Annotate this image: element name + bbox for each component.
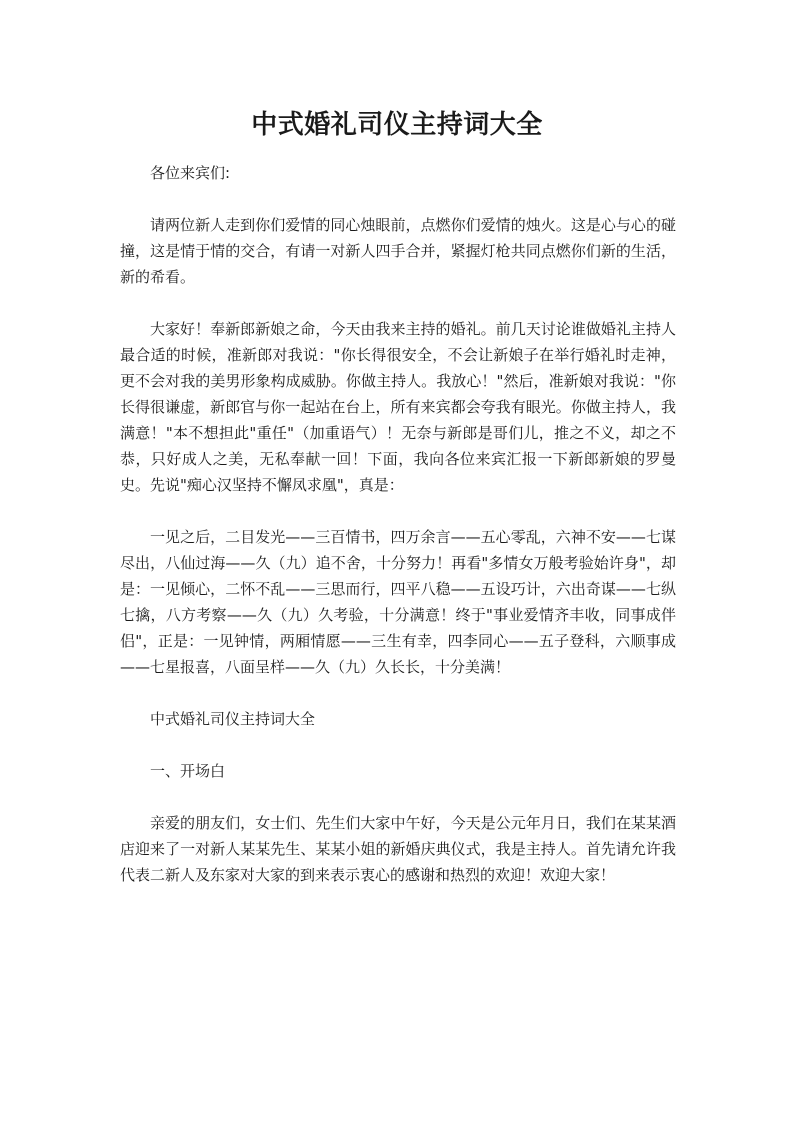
greeting-paragraph: 各位来宾们: [150, 164, 231, 182]
body-paragraph: 亲爱的朋友们，女士们、先生们大家中午好，今天是公元年月日，我们在某某酒店迎来了一对新人某某先生、某某小姐的新婚庆典仪式，我是主持人。首先请允许我代表二新人及东家对大家的到来表示衷心的感谢和热烈的欢迎！欢迎大家！ [120, 814, 676, 884]
body-paragraph: 大家好！奉新郎新娘之命，今天由我来主持的婚礼。前几天讨论谁做婚礼主持人最合适的时候，准新郎对我说："你长得很安全，不会让新娘子在举行婚礼时走神，更不会对我的美男形象构成威胁。你做主持人。我放心！"然后，准新娘对我说："你长得很谦虚，新郎官与你一起站在台上，所有来宾都会夸我有眼光。你做主持人，我满意！"本不想担此"重任"（加重语气）！无奈与新郎是哥们儿，推之不义，却之不恭，只好成人之美，无私奉献一回！下面，我向各位来宾汇报一下新郎新娘的罗曼史。先说"痴心汉坚持不懈凤求凰"，真是： [120, 320, 676, 494]
section-heading: 中式婚礼司仪主持词大全 [150, 710, 316, 728]
subsection-heading: 一、开场白 [150, 762, 226, 780]
body-paragraph: 一见之后，二目发光——三百情书，四万余言——五心零乱，六神不安——七谋尽出，八仙过海——久（九）追不舍，十分努力！再看"多情女万般考验始许身"，却是：一见倾心，二怀不乱——三思而行，四平八稳——五设巧计，六出奇谋——七纵七擒，八方考察——久（九）久考验，十分满意！终于"事业爱情齐丰收，同事成伴侣"，正是：一见钟情，两厢情愿——三生有幸，四李同心——五子登科，六顺事成——七星报喜，八面呈样——久（九）久长长，十分美满！ [120, 528, 676, 676]
document-title: 中式婚礼司仪主持词大全 [251, 110, 543, 140]
document-body [120, 160, 676, 914]
body-paragraph: 请两位新人走到你们爱情的同心烛眼前，点燃你们爱情的烛火。这是心与心的碰撞，这是情于情的交合，有请一对新人四手合并，紧握灯枪共同点燃你们新的生活，新的希看。 [120, 216, 676, 286]
